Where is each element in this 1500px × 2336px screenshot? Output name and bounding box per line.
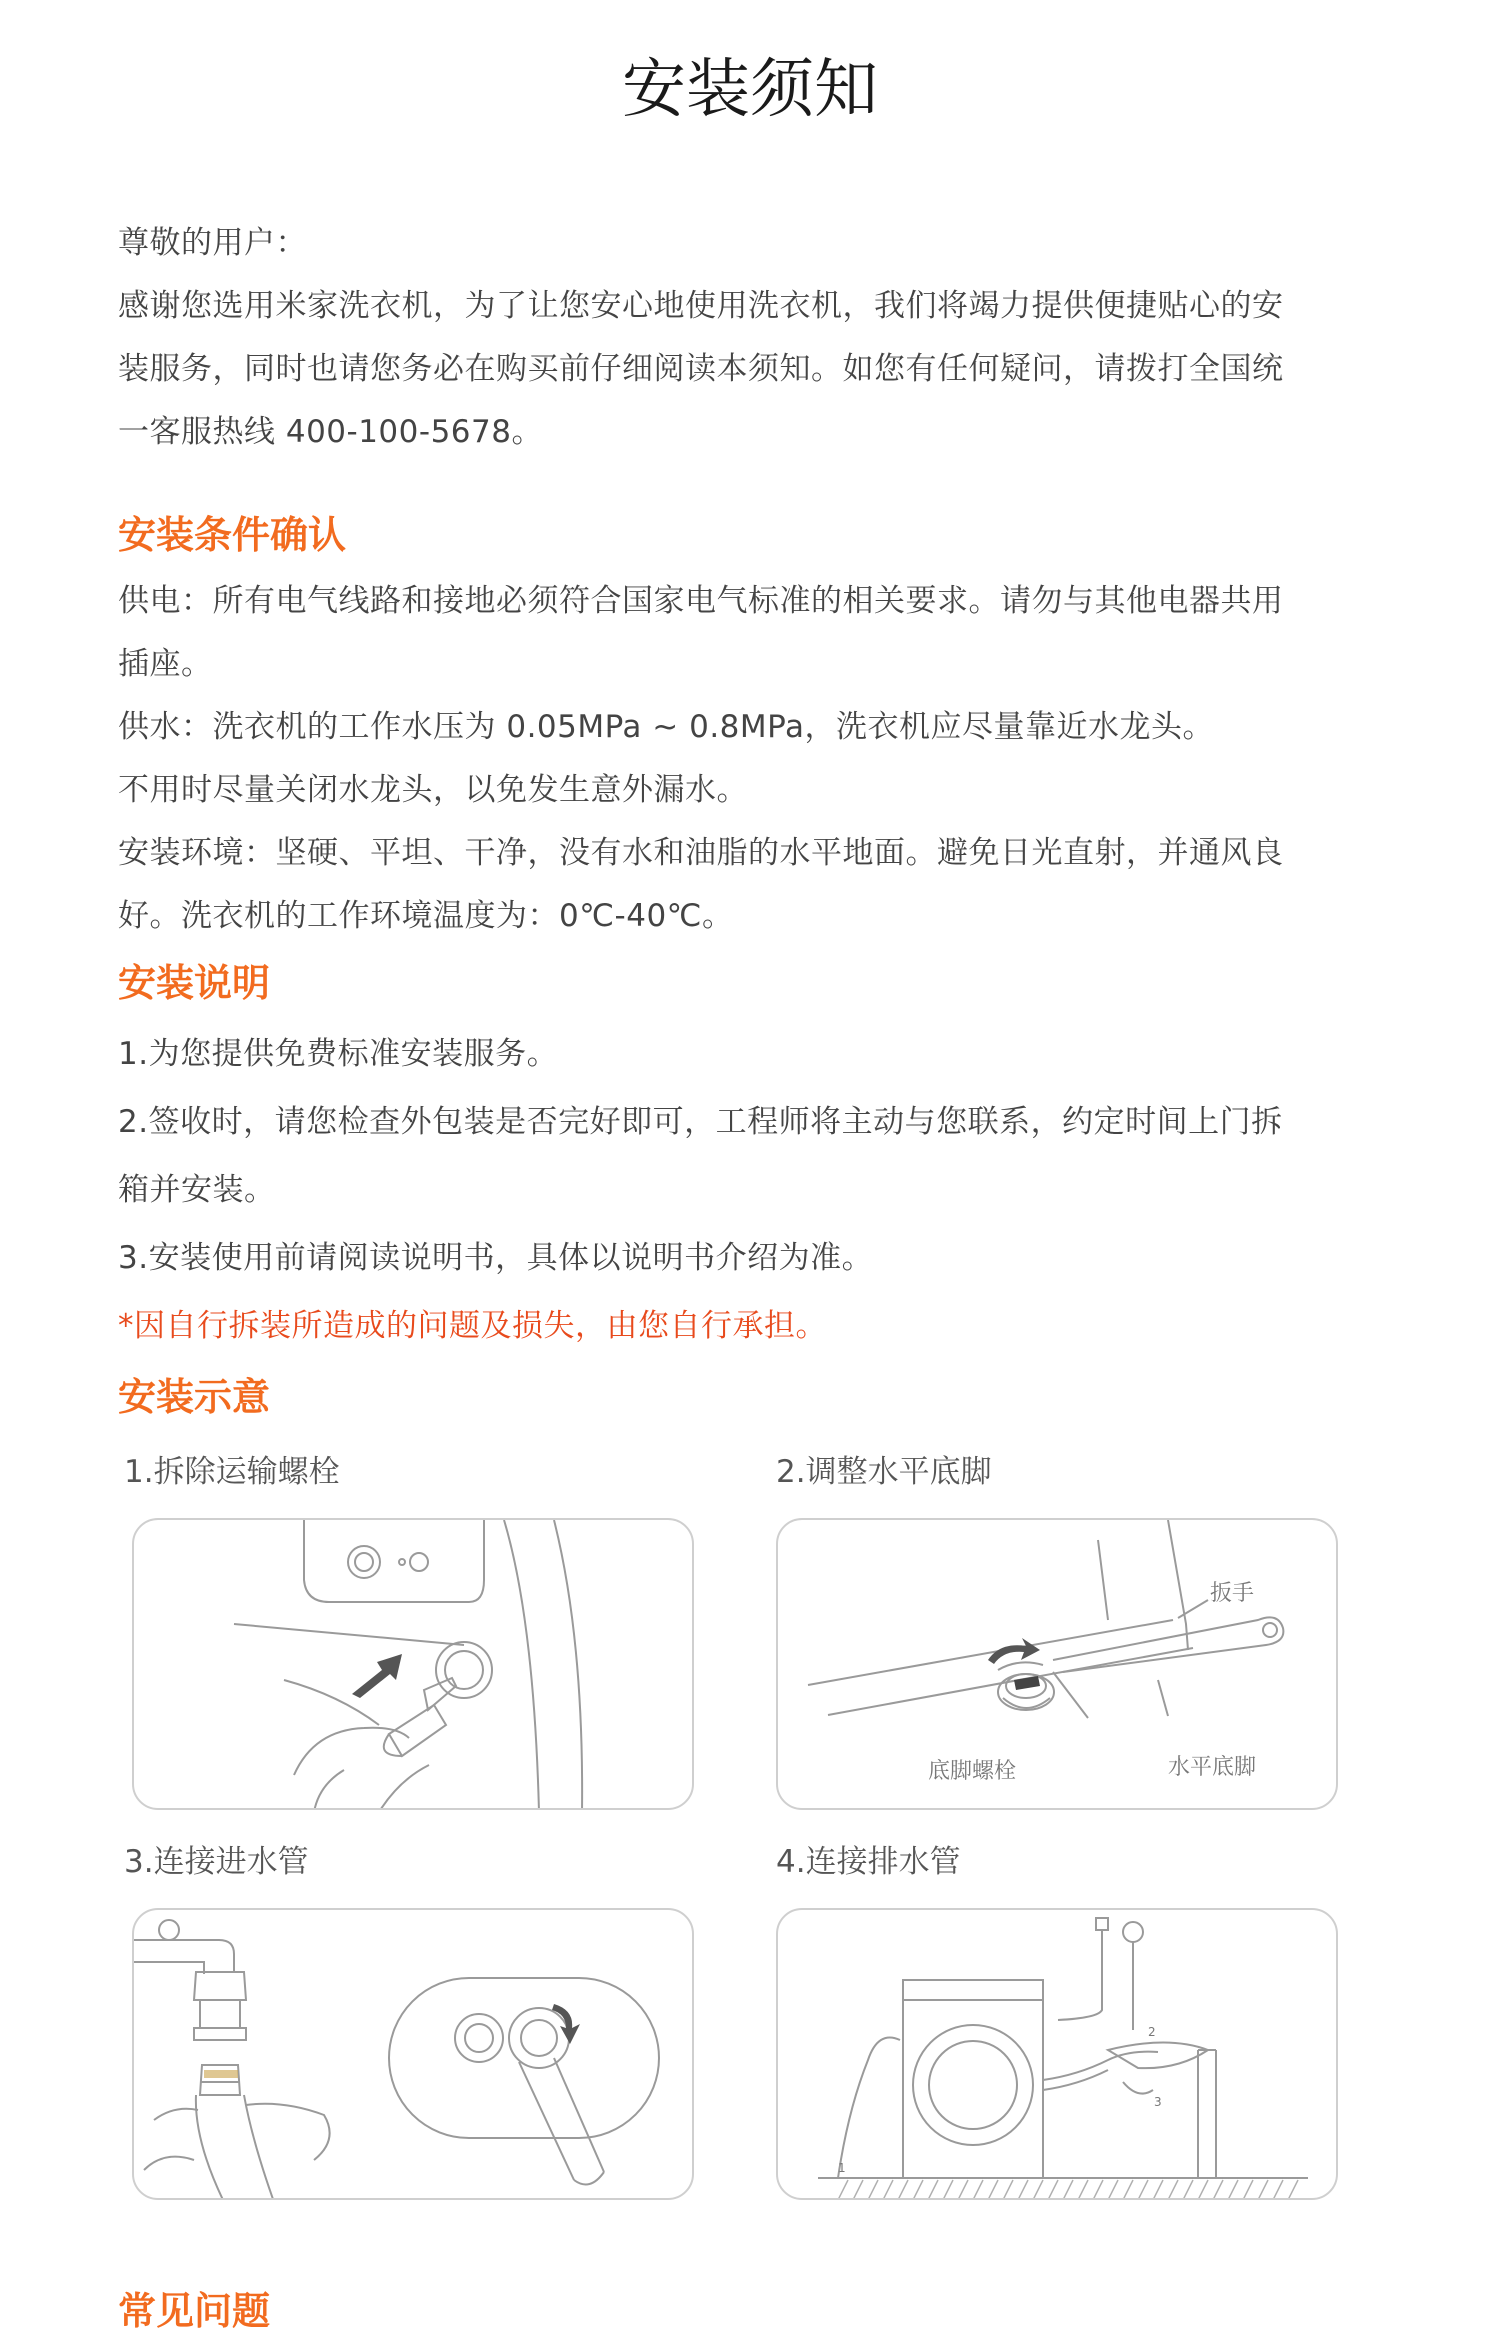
illustration-drain-hose bbox=[776, 1908, 1338, 2200]
illustration-level-feet bbox=[776, 1518, 1338, 1810]
drain-marker-1: 1 bbox=[838, 2161, 846, 2175]
faq-heading: 常见问题 bbox=[118, 2289, 271, 2333]
callout-wrench: 扳手 bbox=[1210, 1581, 1255, 1606]
intro-line: 装服务，同时也请您务必在购买前仔细阅读本须知。如您有任何疑问，请拨打全国统 bbox=[118, 351, 1284, 387]
drain-marker-3: 3 bbox=[1154, 2095, 1162, 2109]
conditions-line: 供水：洗衣机的工作水压为 0.05MPa ~ 0.8MPa，洗衣机应尽量靠近水龙头。 bbox=[118, 709, 1214, 745]
instructions-heading: 安装说明 bbox=[118, 961, 271, 1005]
illustration-drain-hose-drawing bbox=[778, 1910, 1338, 2200]
instructions-line: 2.签收时，请您检查外包装是否完好即可，工程师将主动与您联系，约定时间上门拆 bbox=[118, 1104, 1283, 1140]
illustration-level-feet-drawing bbox=[778, 1520, 1338, 1810]
diagram-heading: 安装示意 bbox=[118, 1375, 271, 1419]
step-label-4: 4.连接排水管 bbox=[776, 1844, 961, 1880]
intro-line: 感谢您选用米家洗衣机，为了让您安心地使用洗衣机，我们将竭力提供便捷贴心的安 bbox=[118, 288, 1284, 324]
illustration-remove-bolts-drawing bbox=[134, 1520, 694, 1810]
conditions-line: 插座。 bbox=[118, 646, 213, 682]
intro-greeting: 尊敬的用户： bbox=[118, 225, 307, 261]
illustration-inlet-hose-drawing bbox=[134, 1910, 694, 2200]
step-label-3: 3.连接进水管 bbox=[124, 1844, 309, 1880]
illustration-inlet-hose bbox=[132, 1908, 694, 2200]
conditions-line: 安装环境：坚硬、平坦、干净，没有水和油脂的水平地面。避免日光直射，并通风良 bbox=[118, 835, 1284, 871]
callout-foot-bolt: 底脚螺栓 bbox=[928, 1759, 1017, 1784]
intro-section bbox=[118, 212, 1388, 464]
instructions-line: 箱并安装。 bbox=[118, 1172, 276, 1208]
instructions-line: 3.安装使用前请阅读说明书，具体以说明书介绍为准。 bbox=[118, 1240, 874, 1276]
callout-leveling-foot: 水平底脚 bbox=[1168, 1755, 1257, 1780]
conditions-heading: 安装条件确认 bbox=[118, 513, 347, 557]
conditions-section bbox=[118, 570, 1388, 948]
instructions-line: 1.为您提供免费标准安装服务。 bbox=[118, 1036, 559, 1072]
page-title: 安装须知 bbox=[622, 53, 878, 127]
step-label-2: 2.调整水平底脚 bbox=[776, 1454, 992, 1490]
warning-note: *因自行拆装所造成的问题及损失，由您自行承担。 bbox=[118, 1308, 827, 1344]
conditions-line: 好。洗衣机的工作环境温度为：0℃-40℃。 bbox=[118, 898, 734, 934]
conditions-line: 不用时尽量关闭水龙头，以免发生意外漏水。 bbox=[118, 772, 748, 808]
step-label-1: 1.拆除运输螺栓 bbox=[124, 1454, 340, 1490]
conditions-line: 供电：所有电气线路和接地必须符合国家电气标准的相关要求。请勿与其他电器共用 bbox=[118, 583, 1284, 619]
drain-marker-2: 2 bbox=[1148, 2025, 1156, 2039]
instructions-section bbox=[118, 1020, 1388, 1360]
illustration-remove-bolts bbox=[132, 1518, 694, 1810]
intro-line: 一客服热线 400-100-5678。 bbox=[118, 414, 543, 450]
